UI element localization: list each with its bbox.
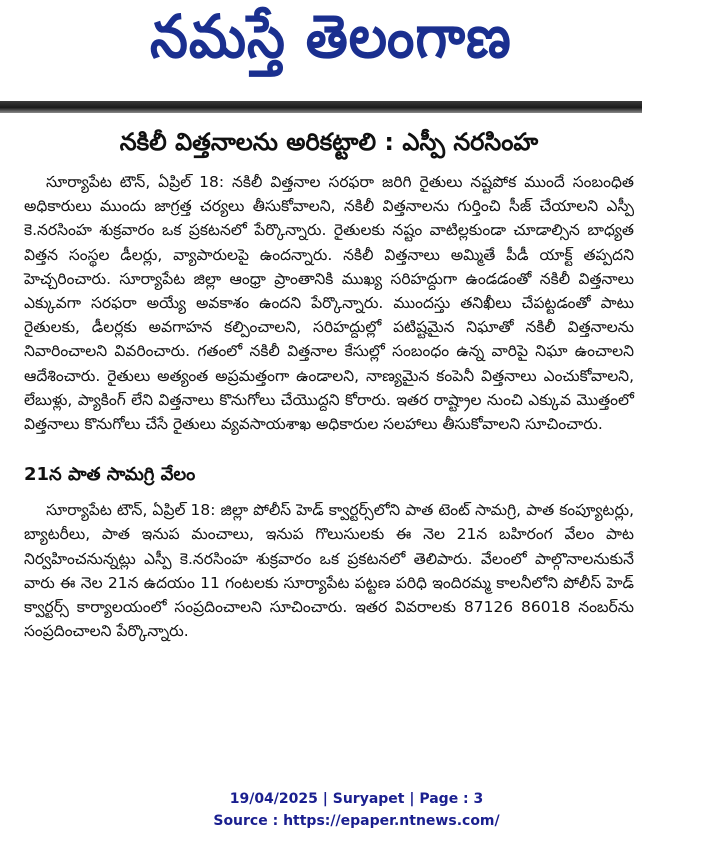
masthead-divider — [0, 101, 642, 113]
article-headline: నకిలీ విత్తనాలను అరికట్టాలి : ఎస్పీ నరసింహ — [119, 128, 539, 156]
second-article-body: సూర్యాపేట టౌన్, ఏప్రిల్ 18: జిల్లా పోలీస్ హెడ్ క్వార్టర్స్‌లోని పాత టెంట్ సామగ్రి, పాత కంప్యూటర్లు, బ్యాటరీలు, పాత ఇనుప మంచాలు, ఇనుప గొలుసులకు ఈ నెల 21న బహిరంగ వేలం పాట నిర్వహించనున్నట్లు ఎస్పీ కె.నరసింహ శుక్రవారం ఒక ప్రకటనలో తెలిపారు. వేలంలో పాల్గొనాలనుకునే వారు ఈ నెల 21న ఉదయం 11 గంటలకు సూర్యాపేట పట్టణ పరిధి ఇందిరమ్మ కాలనీలోని పోలీస్ హెడ్ క్వార్టర్స్ కార్యాలయంలో సంప్రదించాలని సూచించారు. ఇతర వివరాలకు 87126 86018 నంబర్‌ను సంప్రదించాలని పేర్కొన్నారు. — [24, 501, 634, 641]
masthead — [0, 0, 713, 100]
article-column — [24, 122, 634, 643]
second-article-headline: 21న పాత సామగ్రి వేలం — [24, 464, 196, 486]
page-footer — [0, 788, 713, 832]
footer-date-line: 19/04/2025 | Suryapet | Page : 3 — [229, 791, 484, 807]
newspaper-logo: నమస్తే తెలంగాణ — [150, 2, 512, 72]
article-body: సూర్యాపేట టౌన్, ఏప్రిల్ 18: నకిలీ విత్తనాల సరఫరా జరిగి రైతులు నష్టపోక ముందే సంబంధిత అధికారులు ముందు జాగ్రత్త చర్యలు తీసుకోవాలని, నకిలీ విత్తనాలను గుర్తించి సీజ్ చేయాలని ఎస్పీ కె.నరసింహ శుక్రవారం ఒక ప్రకటనలో పేర్కొన్నారు. రైతులకు నష్టం వాటిల్లకుండా చూడాల్సిన బాధ్యత విత్తన సంస్థల డీలర్లు, వ్యాపారులపై ఉందన్నారు. నకిలీ విత్తనాలు అమ్మితే పీడీ యాక్ట్ తప్పదని హెచ్చరించారు. సూర్యాపేట జిల్లా ఆంధ్రా ప్రాంతానికి ముఖ్య సరిహద్దుగా ఉండడంతో నకిలీ విత్తనాలు ఎక్కువగా సరఫరా అయ్యే అవకాశం ఉందని పేర్కొన్నారు. ముందస్తు తనిఖీలు చేపట్టడంతో పాటు రైతులకు, డీలర్లకు అవగాహన కల్పించాలని, సరిహద్దుల్లో పటిష్టమైన నిఘాతో నకిలీ విత్తనాలను నివారించాలని వివరించారు. గతంలో నకిలీ విత్తనాల కేసుల్లో సంబంధం ఉన్న వారిపై నిఘా ఉంచాలని ఆదేశించారు. రైతులు అత్యంత అప్రమత్తంగా ఉండాలని, నాణ్యమైన కంపెనీ విత్తనాలు ఎంచుకోవాలని, లేబుళ్లు, ప్యాకింగ్ లేని విత్తనాలు కొనుగోలు చేయొద్దని కోరారు. ఇతర రాష్ట్రాల నుంచి ఎక్కువ మొత్తంలో విత్తనాలు కొనుగోలు చేసే రైతులు వ్యవసాయశాఖ అధికారుల సలహాలు తీసుకోవాలని సూచించారు. — [24, 173, 634, 434]
footer-source-line: Source : https://epaper.ntnews.com/ — [213, 813, 500, 829]
